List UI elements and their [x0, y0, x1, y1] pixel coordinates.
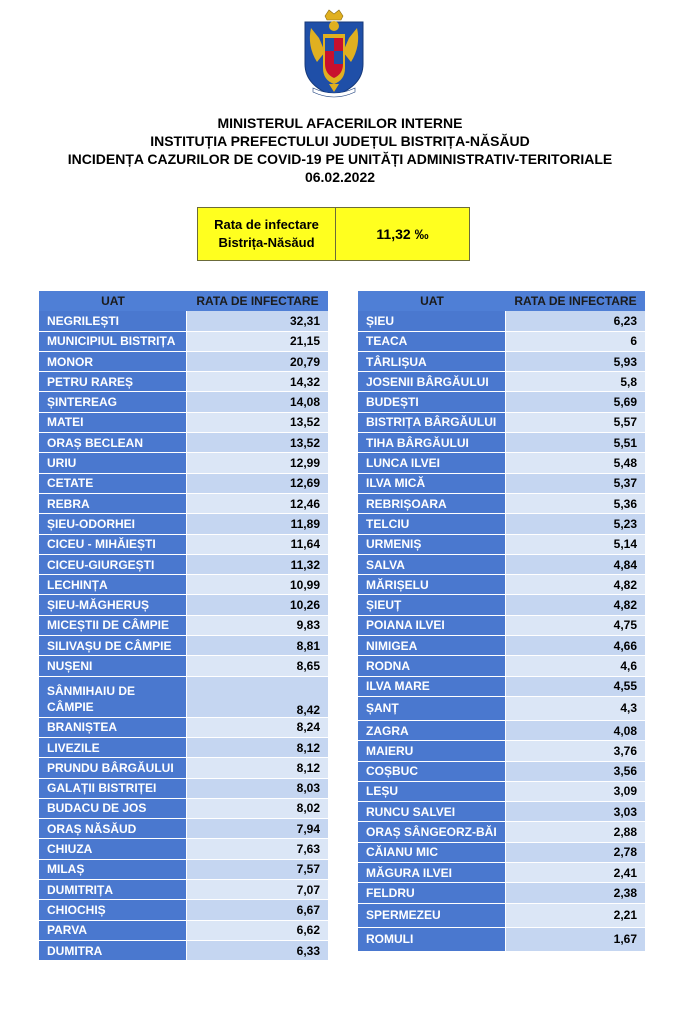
- table-row: [358, 782, 645, 802]
- uat-name: ORAȘ SÂNGEORZ-BĂI: [358, 822, 506, 842]
- table-row: [358, 883, 645, 903]
- table-row: [39, 799, 328, 819]
- infection-rate: 2,78: [506, 843, 645, 863]
- infection-rate: 7,57: [187, 860, 328, 880]
- infection-rate: 5,36: [506, 494, 645, 514]
- uat-name: LEȘU: [358, 782, 506, 802]
- uat-name: GALAȚII BISTRIȚEI: [39, 779, 187, 799]
- infection-rate: 2,88: [506, 822, 645, 842]
- uat-name: TELCIU: [358, 514, 506, 534]
- uat-name: TEACA: [358, 332, 506, 352]
- uat-name: NEGRILEȘTI: [39, 311, 187, 331]
- infection-rate: 5,48: [506, 453, 645, 473]
- table-row: [39, 636, 328, 656]
- table-row: [358, 677, 645, 697]
- infection-rate: 4,75: [506, 616, 645, 636]
- uat-name: RODNA: [358, 656, 506, 676]
- infection-rate: 8,81: [187, 636, 328, 656]
- infection-rate: 12,46: [187, 494, 328, 514]
- infection-rate: 6,62: [187, 921, 328, 941]
- table-row: [358, 721, 645, 741]
- uat-name: MĂRIȘELU: [358, 575, 506, 595]
- infection-rate: 6,67: [187, 900, 328, 920]
- institution-title: INSTITUȚIA PREFECTULUI JUDEȚUL BISTRIȚA-NĂSĂUD: [150, 133, 530, 149]
- infection-rate: 7,94: [187, 819, 328, 839]
- infection-rate: 1,67: [506, 928, 645, 952]
- uat-name: ROMULI: [358, 928, 506, 952]
- table-row: [39, 372, 328, 392]
- uat-name: ȘIEU: [358, 311, 506, 331]
- table-row: [39, 718, 328, 738]
- infection-rate: 6,23: [506, 311, 645, 331]
- infection-rate: 2,41: [506, 863, 645, 883]
- infection-rate: 5,69: [506, 392, 645, 412]
- county-rate-label: [198, 208, 336, 260]
- infection-rate: 6: [506, 332, 645, 352]
- table-row: [358, 843, 645, 863]
- table-row: [358, 453, 645, 473]
- table-row: [358, 494, 645, 514]
- uat-name: ȘIEU-MĂGHERUȘ: [39, 595, 187, 615]
- table-row: [39, 352, 328, 372]
- infection-rate: 8,12: [187, 738, 328, 758]
- table-row: [358, 474, 645, 494]
- table-row: [39, 738, 328, 758]
- infection-rate: 5,51: [506, 433, 645, 453]
- infection-rate: 8,42: [187, 677, 328, 718]
- uat-name: SPERMEZEU: [358, 904, 506, 928]
- uat-name: PARVA: [39, 921, 187, 941]
- table-row: [39, 433, 328, 453]
- infection-rate: 6,33: [187, 941, 328, 961]
- table-row: [358, 433, 645, 453]
- uat-name: RUNCU SALVEI: [358, 802, 506, 822]
- ministry-title: MINISTERUL AFACERILOR INTERNE: [217, 115, 463, 131]
- table-row: [358, 514, 645, 534]
- uat-name: REBRA: [39, 494, 187, 514]
- uat-name: COȘBUC: [358, 762, 506, 782]
- table-row: [358, 352, 645, 372]
- uat-name: MILAȘ: [39, 860, 187, 880]
- table-row: [358, 636, 645, 656]
- table-row: [358, 697, 645, 721]
- uat-name: MAIERU: [358, 741, 506, 761]
- table-row: [39, 941, 328, 961]
- uat-name: BRANIȘTEA: [39, 718, 187, 738]
- uat-name: DUMITRIȚA: [39, 880, 187, 900]
- uat-name: LUNCA ILVEI: [358, 453, 506, 473]
- uat-name: POIANA ILVEI: [358, 616, 506, 636]
- report-date: 06.02.2022: [304, 169, 376, 185]
- uat-name: URMENIȘ: [358, 535, 506, 555]
- uat-name: SILIVAȘU DE CÂMPIE: [39, 636, 187, 656]
- table-row: [39, 921, 328, 941]
- infection-rate: 4,82: [506, 595, 645, 615]
- uat-name: ȘIEU-ODORHEI: [39, 514, 187, 534]
- infection-rate: 3,09: [506, 782, 645, 802]
- uat-name: MONOR: [39, 352, 187, 372]
- table-row: [39, 880, 328, 900]
- uat-name: MATEI: [39, 413, 187, 433]
- infection-rate: 11,89: [187, 514, 328, 534]
- table-row: [39, 453, 328, 473]
- table-row: [358, 332, 645, 352]
- table-row: [358, 802, 645, 822]
- infection-rate: 4,55: [506, 677, 645, 697]
- uat-name: ȘIEUȚ: [358, 595, 506, 615]
- infection-rate: 8,65: [187, 656, 328, 676]
- infection-rate: 7,63: [187, 839, 328, 859]
- table-row: [358, 616, 645, 636]
- infection-rate: 3,56: [506, 762, 645, 782]
- table-row: [39, 860, 328, 880]
- infection-rate: 8,12: [187, 758, 328, 778]
- table-row: [39, 656, 328, 676]
- table-row: [358, 392, 645, 412]
- report-title: INCIDENȚA CAZURILOR DE COVID-19 PE UNITĂȚI ADMINISTRATIV-TERITORIALE: [67, 151, 613, 167]
- table-row: [39, 474, 328, 494]
- table-row: [358, 413, 645, 433]
- infection-rate: 12,69: [187, 474, 328, 494]
- table-row: [358, 535, 645, 555]
- table-row: [39, 575, 328, 595]
- infection-rate: 14,32: [187, 372, 328, 392]
- uat-name: NUȘENI: [39, 656, 187, 676]
- column-header-uat: UAT: [39, 291, 187, 311]
- county-rate-label-line1: Rata de infectare: [214, 217, 319, 232]
- uat-name: PETRU RAREȘ: [39, 372, 187, 392]
- table-row: [39, 535, 328, 555]
- uat-name: MUNICIPIUL BISTRIȚA: [39, 332, 187, 352]
- uat-name: ILVA MARE: [358, 677, 506, 697]
- column-header-rate: RATA DE INFECTARE: [506, 291, 645, 311]
- uat-name: MICEȘTII DE CÂMPIE: [39, 616, 187, 636]
- infection-rate: 9,83: [187, 616, 328, 636]
- infection-rate: 8,03: [187, 779, 328, 799]
- table-row: [39, 494, 328, 514]
- uat-name: CETATE: [39, 474, 187, 494]
- infection-rate: 3,76: [506, 741, 645, 761]
- table-row: [39, 311, 328, 331]
- uat-name: ORAȘ NĂSĂUD: [39, 819, 187, 839]
- uat-name: ZAGRA: [358, 721, 506, 741]
- uat-name: URIU: [39, 453, 187, 473]
- infection-rate: 2,21: [506, 904, 645, 928]
- infection-rate: 5,23: [506, 514, 645, 534]
- uat-name: SÂNMIHAIU DE CÂMPIE: [39, 677, 187, 718]
- uat-name: DUMITRA: [39, 941, 187, 961]
- table-row: [39, 332, 328, 352]
- infection-rate: 11,32: [187, 555, 328, 575]
- uat-name: TÂRLIȘUA: [358, 352, 506, 372]
- infection-rate: 20,79: [187, 352, 328, 372]
- infection-rate: 5,14: [506, 535, 645, 555]
- uat-name: BISTRIȚA BÂRGĂULUI: [358, 413, 506, 433]
- table-row: [39, 514, 328, 534]
- uat-name: MĂGURA ILVEI: [358, 863, 506, 883]
- uat-name: BUDEȘTI: [358, 392, 506, 412]
- table-row: [358, 822, 645, 842]
- incidence-table-left: [39, 291, 328, 961]
- table-row: [358, 928, 645, 952]
- uat-name: BUDACU DE JOS: [39, 799, 187, 819]
- uat-name: ORAȘ BECLEAN: [39, 433, 187, 453]
- infection-rate: 10,26: [187, 595, 328, 615]
- table-row: [39, 595, 328, 615]
- infection-rate: 4,82: [506, 575, 645, 595]
- table-row: [358, 863, 645, 883]
- table-row: [39, 819, 328, 839]
- uat-name: TIHA BÂRGĂULUI: [358, 433, 506, 453]
- table-row: [39, 779, 328, 799]
- table-row: [358, 656, 645, 676]
- table-row: [358, 575, 645, 595]
- infection-rate: 2,38: [506, 883, 645, 903]
- table-row: [39, 413, 328, 433]
- table-row: [358, 555, 645, 575]
- infection-rate: 5,8: [506, 372, 645, 392]
- uat-name: CICEU-GIURGEȘTI: [39, 555, 187, 575]
- uat-name: SALVA: [358, 555, 506, 575]
- table-row: [358, 904, 645, 928]
- uat-name: ȘINTEREAG: [39, 392, 187, 412]
- infection-rate: 4,84: [506, 555, 645, 575]
- table-row: [39, 900, 328, 920]
- table-row: [39, 839, 328, 859]
- uat-name: CHIOCHIȘ: [39, 900, 187, 920]
- column-header-uat: UAT: [358, 291, 506, 311]
- uat-name: NIMIGEA: [358, 636, 506, 656]
- uat-name: JOSENII BÂRGĂULUI: [358, 372, 506, 392]
- table-row: [358, 372, 645, 392]
- county-rate-label-line2: Bistrița-Năsăud: [218, 235, 315, 250]
- infection-rate: 8,24: [187, 718, 328, 738]
- uat-name: REBRIȘOARA: [358, 494, 506, 514]
- coat-of-arms-icon: [299, 8, 369, 100]
- table-row: [39, 758, 328, 778]
- infection-rate: 7,07: [187, 880, 328, 900]
- table-row: [358, 741, 645, 761]
- uat-name: LECHINȚA: [39, 575, 187, 595]
- column-header-rate: RATA DE INFECTARE: [187, 291, 328, 311]
- uat-name: CHIUZA: [39, 839, 187, 859]
- infection-rate: 13,52: [187, 433, 328, 453]
- county-rate-value: 11,32 ‰: [336, 208, 469, 260]
- infection-rate: 11,64: [187, 535, 328, 555]
- infection-rate: 5,37: [506, 474, 645, 494]
- table-row: [358, 762, 645, 782]
- infection-rate: 5,57: [506, 413, 645, 433]
- infection-rate: 4,3: [506, 697, 645, 721]
- infection-rate: 4,08: [506, 721, 645, 741]
- uat-name: FELDRU: [358, 883, 506, 903]
- uat-name: ȘANȚ: [358, 697, 506, 721]
- infection-rate: 3,03: [506, 802, 645, 822]
- infection-rate: 8,02: [187, 799, 328, 819]
- infection-rate: 4,6: [506, 656, 645, 676]
- uat-name: ILVA MICĂ: [358, 474, 506, 494]
- infection-rate: 21,15: [187, 332, 328, 352]
- table-row: [39, 555, 328, 575]
- infection-rate: 32,31: [187, 311, 328, 331]
- infection-rate: 10,99: [187, 575, 328, 595]
- table-row: [39, 392, 328, 412]
- infection-rate: 5,93: [506, 352, 645, 372]
- table-row: [39, 616, 328, 636]
- uat-name: PRUNDU BÂRGĂULUI: [39, 758, 187, 778]
- table-row: [358, 595, 645, 615]
- infection-rate: 4,66: [506, 636, 645, 656]
- incidence-table-right: [358, 291, 645, 952]
- infection-rate: 12,99: [187, 453, 328, 473]
- table-row: [358, 311, 645, 331]
- county-rate-box: [197, 207, 470, 261]
- infection-rate: 14,08: [187, 392, 328, 412]
- table-row: [39, 677, 328, 718]
- uat-name: LIVEZILE: [39, 738, 187, 758]
- infection-rate: 13,52: [187, 413, 328, 433]
- uat-name: CICEU - MIHĂIEȘTI: [39, 535, 187, 555]
- uat-name: CĂIANU MIC: [358, 843, 506, 863]
